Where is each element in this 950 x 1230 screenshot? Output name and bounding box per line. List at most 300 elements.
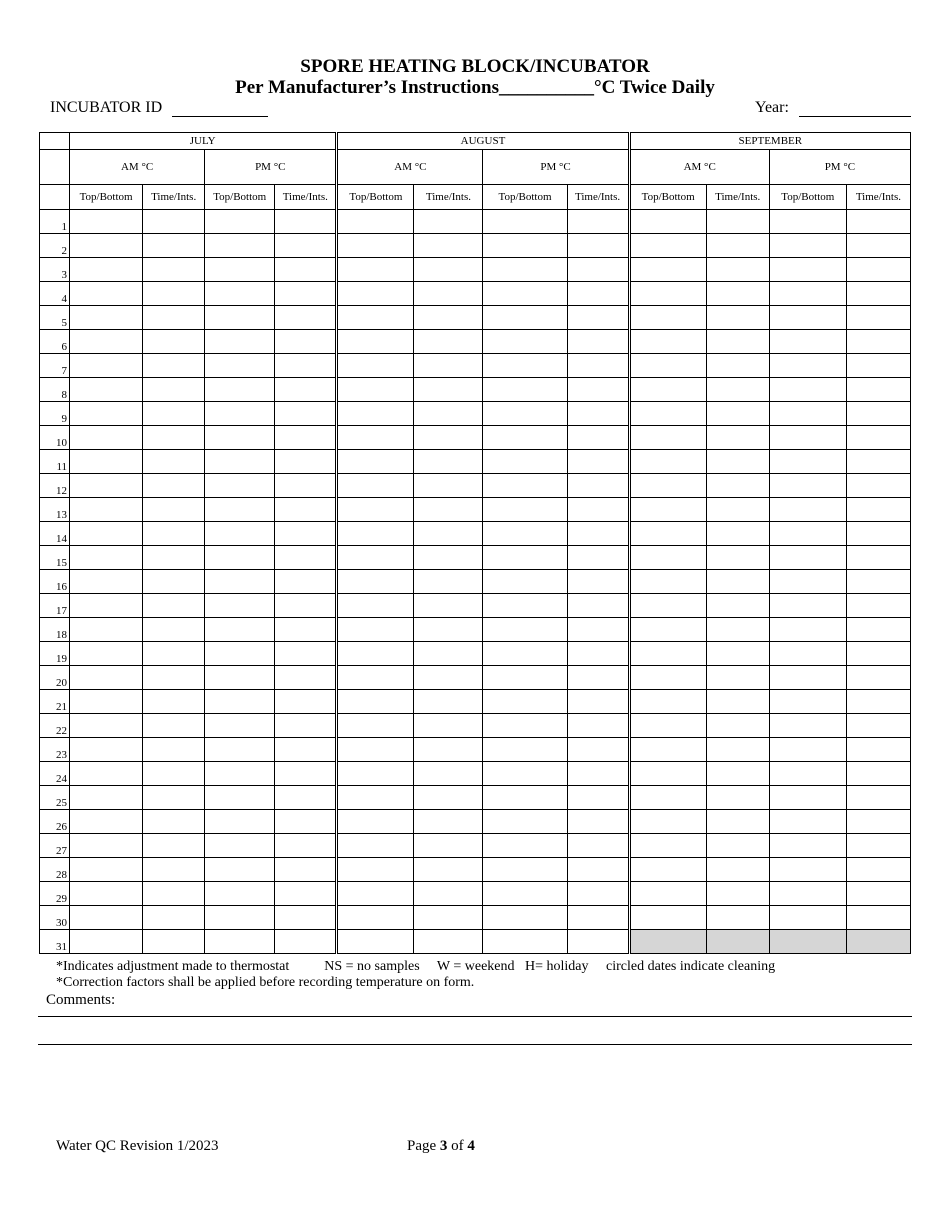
entry-cell[interactable] bbox=[629, 834, 706, 858]
entry-cell[interactable] bbox=[846, 642, 910, 666]
entry-cell[interactable] bbox=[769, 378, 846, 402]
incubator-id-blank[interactable] bbox=[172, 102, 268, 117]
entry-cell[interactable] bbox=[337, 906, 414, 930]
entry-cell[interactable] bbox=[70, 546, 143, 570]
entry-cell[interactable] bbox=[414, 810, 483, 834]
entry-cell[interactable] bbox=[414, 570, 483, 594]
entry-cell[interactable] bbox=[846, 450, 910, 474]
entry-cell[interactable] bbox=[143, 594, 205, 618]
entry-cell[interactable] bbox=[483, 714, 567, 738]
entry-cell[interactable] bbox=[414, 450, 483, 474]
entry-cell[interactable] bbox=[275, 714, 337, 738]
entry-cell[interactable] bbox=[70, 858, 143, 882]
entry-cell[interactable] bbox=[769, 714, 846, 738]
entry-cell[interactable] bbox=[337, 522, 414, 546]
entry-cell[interactable] bbox=[275, 354, 337, 378]
year-blank[interactable] bbox=[799, 102, 911, 117]
entry-cell[interactable] bbox=[567, 930, 629, 954]
entry-cell[interactable] bbox=[414, 474, 483, 498]
entry-cell[interactable] bbox=[275, 858, 337, 882]
entry-cell[interactable] bbox=[846, 378, 910, 402]
entry-cell[interactable] bbox=[275, 426, 337, 450]
entry-cell[interactable] bbox=[275, 234, 337, 258]
entry-cell[interactable] bbox=[143, 618, 205, 642]
entry-cell[interactable] bbox=[483, 786, 567, 810]
entry-cell[interactable] bbox=[629, 666, 706, 690]
entry-cell[interactable] bbox=[846, 882, 910, 906]
entry-cell[interactable] bbox=[769, 234, 846, 258]
entry-cell[interactable] bbox=[337, 762, 414, 786]
entry-cell[interactable] bbox=[629, 690, 706, 714]
entry-cell[interactable] bbox=[846, 498, 910, 522]
entry-cell[interactable] bbox=[337, 858, 414, 882]
entry-cell[interactable] bbox=[706, 546, 769, 570]
entry-cell[interactable] bbox=[337, 402, 414, 426]
entry-cell[interactable] bbox=[483, 234, 567, 258]
entry-cell[interactable] bbox=[706, 666, 769, 690]
entry-cell[interactable] bbox=[769, 498, 846, 522]
entry-cell[interactable] bbox=[414, 354, 483, 378]
entry-cell[interactable] bbox=[706, 906, 769, 930]
entry-cell[interactable] bbox=[706, 738, 769, 762]
entry-cell[interactable] bbox=[706, 690, 769, 714]
entry-cell[interactable] bbox=[567, 546, 629, 570]
entry-cell[interactable] bbox=[769, 330, 846, 354]
entry-cell[interactable] bbox=[337, 594, 414, 618]
entry-cell[interactable] bbox=[337, 258, 414, 282]
entry-cell[interactable] bbox=[414, 306, 483, 330]
entry-cell[interactable] bbox=[629, 450, 706, 474]
entry-cell[interactable] bbox=[769, 810, 846, 834]
entry-cell[interactable] bbox=[483, 666, 567, 690]
entry-cell[interactable] bbox=[337, 618, 414, 642]
entry-cell[interactable] bbox=[629, 210, 706, 234]
entry-cell[interactable] bbox=[567, 474, 629, 498]
entry-cell[interactable] bbox=[769, 690, 846, 714]
entry-cell[interactable] bbox=[846, 810, 910, 834]
entry-cell[interactable] bbox=[846, 306, 910, 330]
entry-cell[interactable] bbox=[629, 522, 706, 546]
entry-cell[interactable] bbox=[70, 642, 143, 666]
entry-cell[interactable] bbox=[70, 834, 143, 858]
entry-cell[interactable] bbox=[337, 570, 414, 594]
entry-cell[interactable] bbox=[629, 546, 706, 570]
entry-cell[interactable] bbox=[483, 738, 567, 762]
entry-cell[interactable] bbox=[205, 594, 275, 618]
entry-cell[interactable] bbox=[414, 546, 483, 570]
entry-cell[interactable] bbox=[205, 642, 275, 666]
entry-cell[interactable] bbox=[483, 762, 567, 786]
entry-cell[interactable] bbox=[337, 282, 414, 306]
entry-cell[interactable] bbox=[567, 762, 629, 786]
entry-cell[interactable] bbox=[70, 330, 143, 354]
entry-cell[interactable] bbox=[414, 738, 483, 762]
entry-cell[interactable] bbox=[629, 258, 706, 282]
entry-cell[interactable] bbox=[205, 666, 275, 690]
entry-cell[interactable] bbox=[483, 426, 567, 450]
entry-cell[interactable] bbox=[143, 690, 205, 714]
entry-cell[interactable] bbox=[205, 306, 275, 330]
entry-cell[interactable] bbox=[567, 306, 629, 330]
entry-cell[interactable] bbox=[414, 762, 483, 786]
entry-cell[interactable] bbox=[629, 570, 706, 594]
entry-cell[interactable] bbox=[414, 258, 483, 282]
entry-cell[interactable] bbox=[70, 258, 143, 282]
entry-cell[interactable] bbox=[846, 690, 910, 714]
entry-cell[interactable] bbox=[337, 234, 414, 258]
entry-cell[interactable] bbox=[706, 762, 769, 786]
entry-cell[interactable] bbox=[567, 498, 629, 522]
entry-cell[interactable] bbox=[629, 354, 706, 378]
entry-cell[interactable] bbox=[483, 474, 567, 498]
entry-cell[interactable] bbox=[769, 474, 846, 498]
entry-cell[interactable] bbox=[337, 786, 414, 810]
entry-cell[interactable] bbox=[143, 930, 205, 954]
entry-cell[interactable] bbox=[706, 210, 769, 234]
entry-cell[interactable] bbox=[629, 906, 706, 930]
entry-cell[interactable] bbox=[414, 714, 483, 738]
entry-cell[interactable] bbox=[205, 450, 275, 474]
entry-cell[interactable] bbox=[205, 282, 275, 306]
entry-cell[interactable] bbox=[629, 282, 706, 306]
entry-cell[interactable] bbox=[70, 570, 143, 594]
entry-cell[interactable] bbox=[205, 834, 275, 858]
entry-cell[interactable] bbox=[769, 642, 846, 666]
entry-cell[interactable] bbox=[205, 330, 275, 354]
entry-cell[interactable] bbox=[846, 210, 910, 234]
entry-cell[interactable] bbox=[414, 882, 483, 906]
entry-cell[interactable] bbox=[414, 618, 483, 642]
entry-cell[interactable] bbox=[275, 594, 337, 618]
entry-cell[interactable] bbox=[567, 906, 629, 930]
entry-cell[interactable] bbox=[706, 402, 769, 426]
entry-cell[interactable] bbox=[205, 618, 275, 642]
entry-cell[interactable] bbox=[414, 426, 483, 450]
entry-cell[interactable] bbox=[567, 330, 629, 354]
entry-cell[interactable] bbox=[567, 858, 629, 882]
entry-cell[interactable] bbox=[846, 858, 910, 882]
entry-cell[interactable] bbox=[629, 738, 706, 762]
entry-cell[interactable] bbox=[70, 426, 143, 450]
entry-cell[interactable] bbox=[205, 930, 275, 954]
entry-cell[interactable] bbox=[567, 786, 629, 810]
entry-cell[interactable] bbox=[205, 762, 275, 786]
entry-cell[interactable] bbox=[706, 522, 769, 546]
entry-cell[interactable] bbox=[275, 690, 337, 714]
entry-cell[interactable] bbox=[414, 282, 483, 306]
entry-cell[interactable] bbox=[337, 378, 414, 402]
entry-cell[interactable] bbox=[769, 402, 846, 426]
entry-cell[interactable] bbox=[567, 450, 629, 474]
entry-cell[interactable] bbox=[629, 594, 706, 618]
entry-cell[interactable] bbox=[706, 450, 769, 474]
entry-cell[interactable] bbox=[629, 858, 706, 882]
entry-cell[interactable] bbox=[769, 306, 846, 330]
entry-cell[interactable] bbox=[706, 858, 769, 882]
entry-cell[interactable] bbox=[629, 330, 706, 354]
entry-cell[interactable] bbox=[143, 834, 205, 858]
entry-cell[interactable] bbox=[706, 594, 769, 618]
entry-cell[interactable] bbox=[337, 810, 414, 834]
entry-cell[interactable] bbox=[143, 762, 205, 786]
entry-cell[interactable] bbox=[414, 690, 483, 714]
entry-cell[interactable] bbox=[275, 522, 337, 546]
entry-cell[interactable] bbox=[143, 450, 205, 474]
entry-cell[interactable] bbox=[205, 474, 275, 498]
entry-cell[interactable] bbox=[143, 906, 205, 930]
entry-cell[interactable] bbox=[483, 930, 567, 954]
entry-cell[interactable] bbox=[483, 546, 567, 570]
entry-cell[interactable] bbox=[769, 858, 846, 882]
entry-cell[interactable] bbox=[205, 522, 275, 546]
entry-cell[interactable] bbox=[414, 234, 483, 258]
entry-cell[interactable] bbox=[846, 546, 910, 570]
entry-cell[interactable] bbox=[706, 258, 769, 282]
comments-line[interactable] bbox=[38, 1044, 912, 1045]
entry-cell[interactable] bbox=[143, 546, 205, 570]
entry-cell[interactable] bbox=[70, 378, 143, 402]
entry-cell[interactable] bbox=[70, 450, 143, 474]
entry-cell[interactable] bbox=[275, 546, 337, 570]
entry-cell[interactable] bbox=[275, 738, 337, 762]
entry-cell[interactable] bbox=[337, 330, 414, 354]
entry-cell[interactable] bbox=[275, 666, 337, 690]
entry-cell[interactable] bbox=[846, 738, 910, 762]
entry-cell[interactable] bbox=[70, 498, 143, 522]
entry-cell[interactable] bbox=[769, 450, 846, 474]
entry-cell[interactable] bbox=[414, 906, 483, 930]
entry-cell[interactable] bbox=[414, 378, 483, 402]
entry-cell[interactable] bbox=[143, 330, 205, 354]
entry-cell[interactable] bbox=[205, 882, 275, 906]
entry-cell[interactable] bbox=[143, 234, 205, 258]
entry-cell[interactable] bbox=[769, 546, 846, 570]
entry-cell[interactable] bbox=[337, 642, 414, 666]
entry-cell[interactable] bbox=[70, 882, 143, 906]
entry-cell[interactable] bbox=[483, 210, 567, 234]
entry-cell[interactable] bbox=[483, 258, 567, 282]
entry-cell[interactable] bbox=[143, 858, 205, 882]
entry-cell[interactable] bbox=[70, 810, 143, 834]
entry-cell[interactable] bbox=[629, 498, 706, 522]
entry-cell[interactable] bbox=[769, 762, 846, 786]
entry-cell[interactable] bbox=[275, 498, 337, 522]
entry-cell[interactable] bbox=[483, 498, 567, 522]
entry-cell[interactable] bbox=[846, 786, 910, 810]
entry-cell[interactable] bbox=[414, 930, 483, 954]
entry-cell[interactable] bbox=[629, 762, 706, 786]
entry-cell[interactable] bbox=[629, 714, 706, 738]
entry-cell[interactable] bbox=[337, 546, 414, 570]
entry-cell[interactable] bbox=[205, 546, 275, 570]
entry-cell[interactable] bbox=[629, 378, 706, 402]
entry-cell[interactable] bbox=[275, 906, 337, 930]
entry-cell[interactable] bbox=[567, 258, 629, 282]
entry-cell[interactable] bbox=[143, 402, 205, 426]
entry-cell[interactable] bbox=[846, 618, 910, 642]
entry-cell[interactable] bbox=[483, 906, 567, 930]
entry-cell[interactable] bbox=[414, 330, 483, 354]
entry-cell[interactable] bbox=[275, 642, 337, 666]
entry-cell[interactable] bbox=[414, 522, 483, 546]
entry-cell[interactable] bbox=[629, 810, 706, 834]
entry-cell[interactable] bbox=[275, 882, 337, 906]
entry-cell[interactable] bbox=[275, 762, 337, 786]
entry-cell[interactable] bbox=[143, 786, 205, 810]
entry-cell[interactable] bbox=[337, 714, 414, 738]
entry-cell[interactable] bbox=[70, 306, 143, 330]
entry-cell[interactable] bbox=[205, 858, 275, 882]
entry-cell[interactable] bbox=[706, 570, 769, 594]
entry-cell[interactable] bbox=[483, 642, 567, 666]
entry-cell[interactable] bbox=[70, 474, 143, 498]
entry-cell[interactable] bbox=[275, 834, 337, 858]
entry-cell[interactable] bbox=[143, 570, 205, 594]
entry-cell[interactable] bbox=[205, 234, 275, 258]
entry-cell[interactable] bbox=[275, 474, 337, 498]
entry-cell[interactable] bbox=[846, 522, 910, 546]
entry-cell[interactable] bbox=[769, 738, 846, 762]
entry-cell[interactable] bbox=[143, 642, 205, 666]
entry-cell[interactable] bbox=[483, 450, 567, 474]
entry-cell[interactable] bbox=[846, 474, 910, 498]
entry-cell[interactable] bbox=[70, 690, 143, 714]
entry-cell[interactable] bbox=[846, 426, 910, 450]
entry-cell[interactable] bbox=[70, 906, 143, 930]
entry-cell[interactable] bbox=[205, 426, 275, 450]
entry-cell[interactable] bbox=[567, 426, 629, 450]
entry-cell[interactable] bbox=[70, 594, 143, 618]
entry-cell[interactable] bbox=[846, 330, 910, 354]
entry-cell[interactable] bbox=[414, 786, 483, 810]
entry-cell[interactable] bbox=[567, 834, 629, 858]
entry-cell[interactable] bbox=[483, 306, 567, 330]
entry-cell[interactable] bbox=[567, 402, 629, 426]
comments-line[interactable] bbox=[38, 1016, 912, 1017]
entry-cell[interactable] bbox=[629, 882, 706, 906]
entry-cell[interactable] bbox=[846, 570, 910, 594]
entry-cell[interactable] bbox=[143, 810, 205, 834]
entry-cell[interactable] bbox=[483, 378, 567, 402]
entry-cell[interactable] bbox=[70, 666, 143, 690]
entry-cell[interactable] bbox=[337, 210, 414, 234]
entry-cell[interactable] bbox=[143, 378, 205, 402]
entry-cell[interactable] bbox=[629, 402, 706, 426]
entry-cell[interactable] bbox=[143, 426, 205, 450]
entry-cell[interactable] bbox=[629, 642, 706, 666]
entry-cell[interactable] bbox=[275, 618, 337, 642]
entry-cell[interactable] bbox=[567, 210, 629, 234]
entry-cell[interactable] bbox=[143, 258, 205, 282]
entry-cell[interactable] bbox=[846, 234, 910, 258]
entry-cell[interactable] bbox=[706, 306, 769, 330]
entry-cell[interactable] bbox=[483, 330, 567, 354]
entry-cell[interactable] bbox=[769, 354, 846, 378]
entry-cell[interactable] bbox=[567, 594, 629, 618]
entry-cell[interactable] bbox=[205, 498, 275, 522]
entry-cell[interactable] bbox=[706, 714, 769, 738]
entry-cell[interactable] bbox=[567, 714, 629, 738]
entry-cell[interactable] bbox=[769, 210, 846, 234]
entry-cell[interactable] bbox=[275, 210, 337, 234]
entry-cell[interactable] bbox=[205, 906, 275, 930]
entry-cell[interactable] bbox=[769, 258, 846, 282]
entry-cell[interactable] bbox=[337, 306, 414, 330]
entry-cell[interactable] bbox=[70, 930, 143, 954]
entry-cell[interactable] bbox=[706, 642, 769, 666]
entry-cell[interactable] bbox=[205, 378, 275, 402]
entry-cell[interactable] bbox=[706, 378, 769, 402]
entry-cell[interactable] bbox=[483, 834, 567, 858]
entry-cell[interactable] bbox=[337, 426, 414, 450]
entry-cell[interactable] bbox=[205, 786, 275, 810]
entry-cell[interactable] bbox=[567, 690, 629, 714]
entry-cell[interactable] bbox=[706, 426, 769, 450]
entry-cell[interactable] bbox=[706, 618, 769, 642]
entry-cell[interactable] bbox=[769, 618, 846, 642]
entry-cell[interactable] bbox=[275, 330, 337, 354]
entry-cell[interactable] bbox=[629, 618, 706, 642]
entry-cell[interactable] bbox=[567, 522, 629, 546]
entry-cell[interactable] bbox=[70, 402, 143, 426]
entry-cell[interactable] bbox=[846, 282, 910, 306]
entry-cell[interactable] bbox=[70, 522, 143, 546]
entry-cell[interactable] bbox=[337, 834, 414, 858]
entry-cell[interactable] bbox=[205, 714, 275, 738]
entry-cell[interactable] bbox=[275, 570, 337, 594]
entry-cell[interactable] bbox=[337, 882, 414, 906]
entry-cell[interactable] bbox=[629, 306, 706, 330]
entry-cell[interactable] bbox=[769, 522, 846, 546]
entry-cell[interactable] bbox=[70, 210, 143, 234]
entry-cell[interactable] bbox=[143, 354, 205, 378]
entry-cell[interactable] bbox=[70, 354, 143, 378]
entry-cell[interactable] bbox=[483, 882, 567, 906]
entry-cell[interactable] bbox=[337, 354, 414, 378]
entry-cell[interactable] bbox=[706, 282, 769, 306]
entry-cell[interactable] bbox=[414, 642, 483, 666]
entry-cell[interactable] bbox=[629, 234, 706, 258]
entry-cell[interactable] bbox=[483, 402, 567, 426]
entry-cell[interactable] bbox=[483, 690, 567, 714]
entry-cell[interactable] bbox=[205, 690, 275, 714]
entry-cell[interactable] bbox=[769, 882, 846, 906]
entry-cell[interactable] bbox=[143, 306, 205, 330]
entry-cell[interactable] bbox=[706, 498, 769, 522]
entry-cell[interactable] bbox=[337, 690, 414, 714]
entry-cell[interactable] bbox=[414, 210, 483, 234]
entry-cell[interactable] bbox=[567, 642, 629, 666]
entry-cell[interactable] bbox=[205, 354, 275, 378]
entry-cell[interactable] bbox=[275, 450, 337, 474]
entry-cell[interactable] bbox=[205, 210, 275, 234]
entry-cell[interactable] bbox=[414, 498, 483, 522]
entry-cell[interactable] bbox=[143, 210, 205, 234]
entry-cell[interactable] bbox=[769, 594, 846, 618]
entry-cell[interactable] bbox=[483, 858, 567, 882]
entry-cell[interactable] bbox=[629, 474, 706, 498]
entry-cell[interactable] bbox=[769, 786, 846, 810]
entry-cell[interactable] bbox=[706, 786, 769, 810]
entry-cell[interactable] bbox=[143, 882, 205, 906]
entry-cell[interactable] bbox=[143, 522, 205, 546]
entry-cell[interactable] bbox=[337, 474, 414, 498]
entry-cell[interactable] bbox=[567, 282, 629, 306]
entry-cell[interactable] bbox=[567, 378, 629, 402]
entry-cell[interactable] bbox=[143, 714, 205, 738]
entry-cell[interactable] bbox=[769, 834, 846, 858]
entry-cell[interactable] bbox=[483, 618, 567, 642]
